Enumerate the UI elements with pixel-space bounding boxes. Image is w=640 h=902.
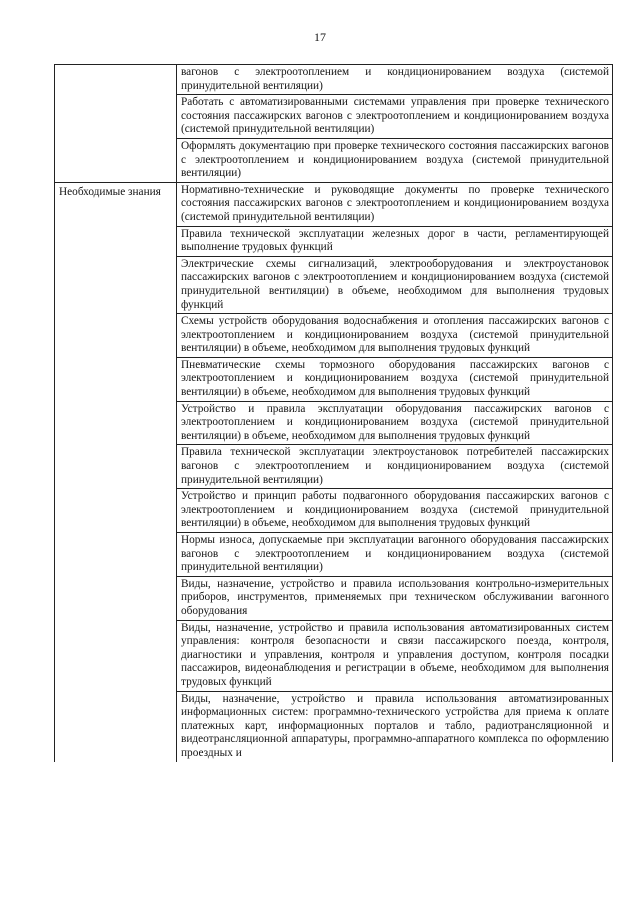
empty-label-cell [55, 65, 177, 183]
table-row [55, 65, 613, 95]
table-cell: Виды, назначение, устройство и правила использования контрольно-измерительных приборов, инструментов, применяемых при техническом обслуживании вагонного оборудования [177, 576, 613, 620]
table-row [55, 182, 613, 226]
table-cell: вагонов с электроотоплением и кондиционированием воздуха (системой принудительной вентиляции) [177, 65, 613, 95]
table-cell: Виды, назначение, устройство и правила использования автоматизированных информационных систем: программно-технического устройства для приема к оплате платежных карт, информационных порталов и табло, радиотрансляционной и видеотрансляционной аппаратуры, программно-аппаратного комплекса по оформлению проездных и [177, 691, 613, 761]
table-cell: Схемы устройств оборудования водоснабжения и отопления пассажирских вагонов с электроотоплением и кондиционированием воздуха (системой принудительной вентиляции) в объеме, необходимом для выполнения трудовых функций [177, 314, 613, 358]
table-cell: Оформлять документацию при проверке технического состояния пассажирских вагонов с электроотоплением и кондиционированием воздуха (системой принудительной вентиляции) [177, 138, 613, 182]
table-cell: Правила технической эксплуатации электроустановок потребителей пассажирских вагонов с электроотоплением и кондиционированием воздуха (системой принудительной вентиляции) [177, 445, 613, 489]
table-cell: Нормативно-технические и руководящие документы по проверке технического состояния пассажирских вагонов с электроотоплением и кондиционированием воздуха (системой принудительной вентиляции) [177, 182, 613, 226]
table-cell: Правила технической эксплуатации железных дорог в части, регламентирующей выполнение трудовых функций [177, 226, 613, 256]
table-cell: Устройство и правила эксплуатации оборудования пассажирских вагонов с электроотоплением и кондиционированием воздуха (системой принудительной вентиляции) в объеме, необходимом для выполнения трудовых функций [177, 401, 613, 445]
table-cell: Нормы износа, допускаемые при эксплуатации вагонного оборудования пассажирских вагонов с электроотоплением и кондиционированием воздуха (системой принудительной вентиляции) [177, 533, 613, 577]
knowledge-label: Необходимые знания [55, 182, 177, 761]
table-cell: Устройство и принцип работы подвагонного оборудования пассажирских вагонов с электроотоплением и кондиционированием воздуха (системой принудительной вентиляции) в объеме, необходимом для выполнения трудовых функций [177, 489, 613, 533]
table-cell: Пневматические схемы тормозного оборудования пассажирских вагонов с электроотоплением и кондиционированием воздуха (системой принудительной вентиляции) в объеме, необходимом для выполнения трудовых функций [177, 357, 613, 401]
page-number: 17 [314, 30, 326, 44]
table-cell: Работать с автоматизированными системами управления при проверке технического состояния пассажирских вагонов с электроотоплением и кондиционированием воздуха (системой принудительной вентиляции) [177, 95, 613, 139]
table-cell: Электрические схемы сигнализаций, электрооборудования и электроустановок пассажирских вагонов с электроотоплением и кондиционированием воздуха (системой принудительной вентиляции) в объеме, необходимом для выполнения трудовых функций [177, 256, 613, 313]
knowledge-table [54, 64, 613, 762]
table-cell: Виды, назначение, устройство и правила использования автоматизированных систем управления: контроля безопасности и связи пассажирского поезда, контроля, диагностики и управления, контроля и управления доступом, контроля посадки пассажиров, видеонаблюдения и регистрации в объеме, необходимом для выполнения трудовых функций [177, 620, 613, 691]
